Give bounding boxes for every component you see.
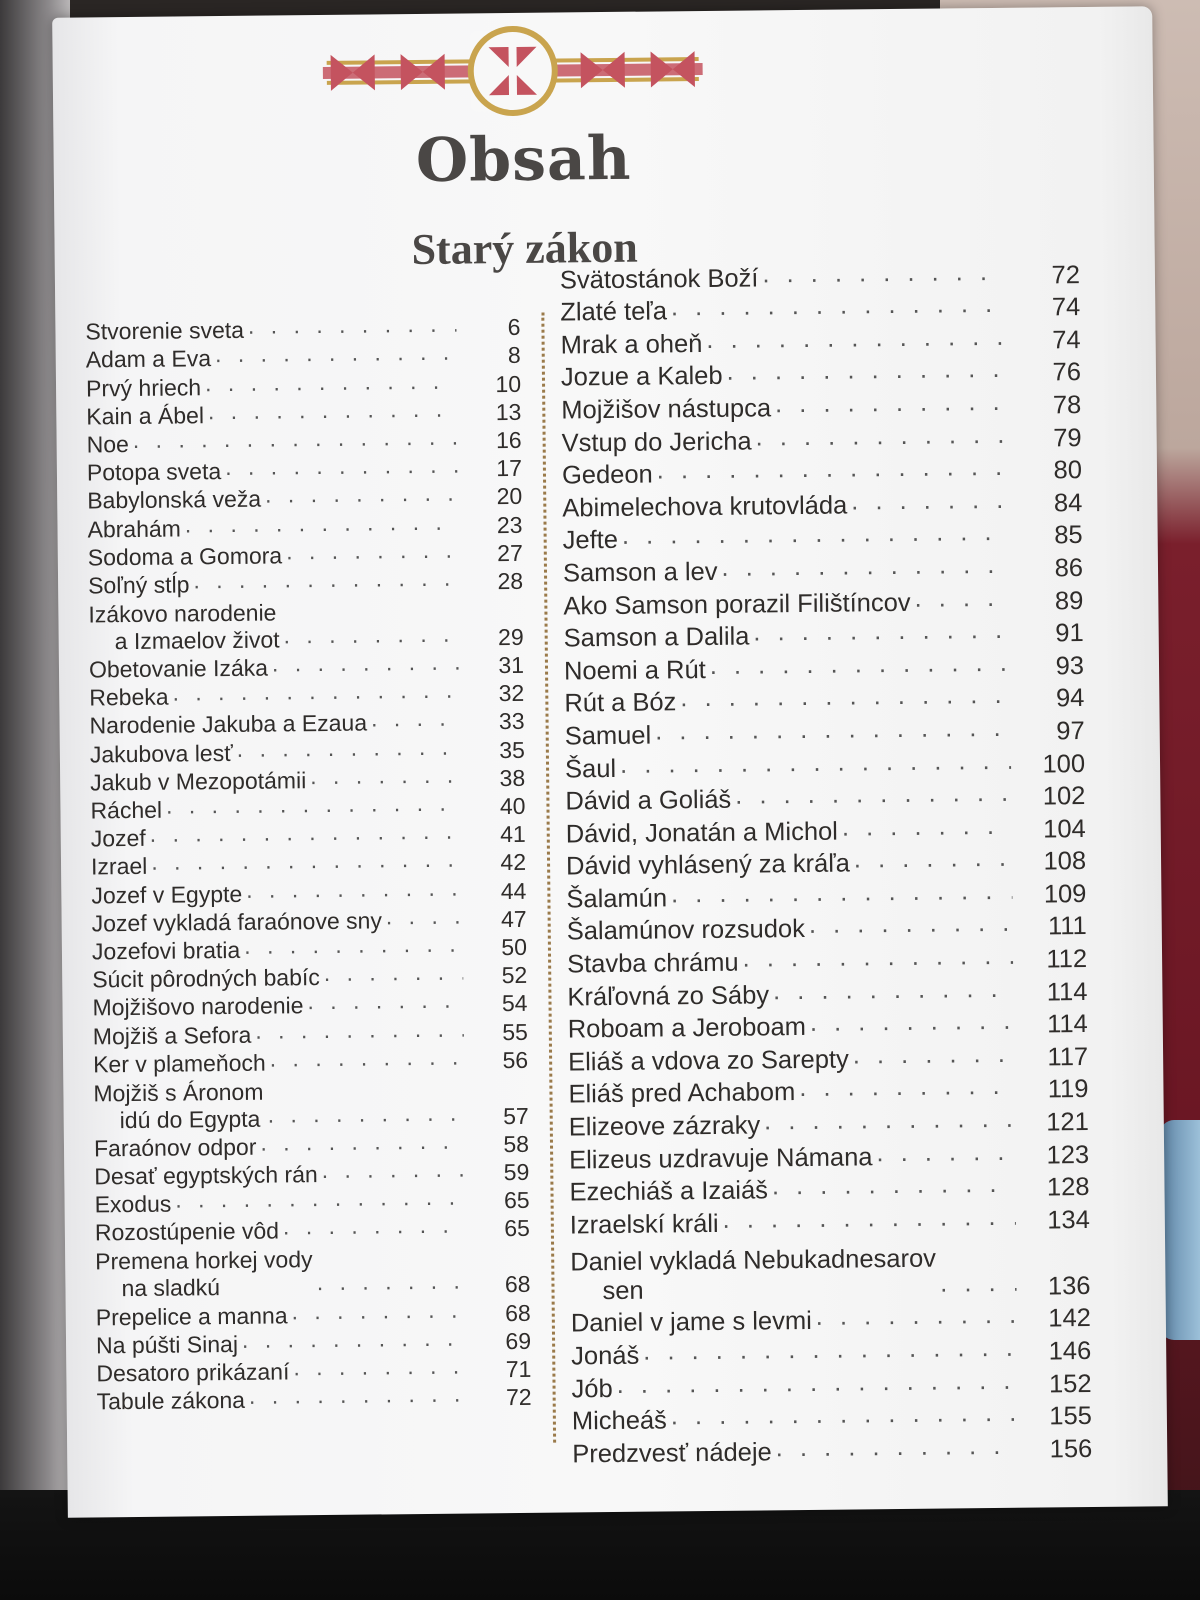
- ornament-arrow: [353, 54, 375, 90]
- toc-entry-title-wrap: [569, 1137, 1019, 1175]
- toc-entry-page-number: 65: [504, 1215, 531, 1242]
- toc-entry-page-number: 109: [1043, 879, 1087, 909]
- toc-entry-title-wrap: [93, 1043, 468, 1078]
- dot-leader: [324, 959, 464, 987]
- toc-entry-page-number: 54: [501, 990, 528, 1017]
- dot-leader: [246, 874, 462, 903]
- toc-entry-title: Eliáš pred Achabom: [568, 1078, 796, 1109]
- toc-entry-page-number: 13: [495, 398, 522, 425]
- toc-entry-title: Samuel: [564, 721, 652, 751]
- toc-entry-title-wrap: [562, 486, 1012, 524]
- toc-entry-title: Súcit pôrodných babíc: [92, 964, 320, 993]
- dot-leader: [208, 395, 458, 425]
- dot-leader: [851, 486, 1008, 517]
- dot-leader: [249, 1381, 468, 1410]
- toc-entry-title: Obetovanie Izáka: [88, 654, 269, 683]
- toc-entry-page-number: 41: [500, 821, 526, 848]
- toc-entry-page-number: 6: [507, 314, 521, 341]
- toc-entry-page-number: 97: [1056, 716, 1085, 746]
- toc-entry-title-wrap: [571, 1301, 1021, 1339]
- toc-entry-page-number: 108: [1043, 847, 1087, 876]
- toc-entry: [93, 1074, 529, 1135]
- toc-entry-page-number: 8: [507, 342, 521, 369]
- page-title: Obsah: [415, 123, 632, 196]
- dot-leader: [876, 1137, 1015, 1167]
- toc-entry-page-number: 68: [505, 1299, 531, 1326]
- ornament-arrow: [673, 51, 695, 87]
- toc-entry-title-wrap: [563, 583, 1013, 621]
- toc-entry-title-wrap: [560, 290, 1010, 328]
- toc-entry-title: Adam a Eva: [85, 345, 212, 373]
- toc-entry-page-number: 68: [504, 1271, 531, 1298]
- toc-entry-title-wrap: [567, 974, 1017, 1012]
- toc-entry-title-wrap: [563, 551, 1013, 589]
- dot-leader: [307, 987, 463, 1016]
- toc-entry-title-wrap: [569, 1170, 1019, 1208]
- toc-entry-page-number: 76: [1052, 358, 1082, 387]
- toc-entry-page-number: 27: [497, 539, 523, 566]
- dot-leader: [755, 420, 1007, 452]
- toc-entry-title: Jozef: [90, 825, 146, 852]
- toc-entry-title-wrap: [572, 1432, 1022, 1470]
- dot-leader: [671, 877, 1013, 910]
- toc-entry: [572, 1431, 1092, 1469]
- toc-entry-title-wrap: [88, 597, 464, 655]
- toc-entry-title-continuation: idú do Egypta: [119, 1105, 261, 1133]
- toc-entry-title-wrap: [568, 1040, 1018, 1078]
- toc-entry-page-number: 50: [501, 933, 528, 961]
- toc-entry-title: Samson a lev: [562, 557, 718, 588]
- dot-leader: [293, 1353, 467, 1382]
- toc-entry-title: Elizeove zázraky: [568, 1111, 761, 1142]
- toc-entry-title: Mojžišov nástupca: [561, 394, 772, 425]
- toc-entry-title: Stavba chrámu: [566, 948, 739, 979]
- toc-entry-page-number: 40: [499, 792, 526, 820]
- toc-entry-title-wrap: [95, 1245, 471, 1303]
- dot-leader: [620, 746, 1011, 779]
- toc-entry: [93, 1045, 528, 1078]
- toc-entry-title: Rebeka: [89, 683, 169, 711]
- toc-entry-page-number: 152: [1048, 1369, 1092, 1399]
- toc-entry-page-number: 47: [500, 905, 527, 932]
- toc-entry-title: Daniel v jame s levmi: [570, 1307, 812, 1338]
- toc-entry-page-number: 114: [1046, 977, 1088, 1007]
- dot-leader: [671, 1399, 1018, 1432]
- dot-leader: [215, 339, 457, 369]
- toc-entry-page-number: 89: [1054, 586, 1084, 615]
- toc-entry-title-line: Izákovo narodenie: [88, 599, 277, 628]
- dot-leader: [317, 1268, 467, 1297]
- toc-entry-title-wrap: [568, 1007, 1018, 1045]
- dot-leader: [914, 583, 1009, 613]
- toc-entry-title: Dávid a Goliáš: [565, 785, 732, 816]
- toc-left-column: [85, 313, 531, 1416]
- dot-leader: [193, 564, 459, 594]
- toc-entry-page-number: 57: [502, 1102, 529, 1129]
- toc-entry-title: Ker v plameňoch: [92, 1049, 266, 1078]
- dot-leader: [842, 811, 1012, 842]
- toc-entry-title: Jefte: [562, 526, 619, 555]
- dot-leader: [762, 257, 1006, 289]
- toc-entry-page-number: 32: [498, 680, 525, 707]
- toc-entry-title: [95, 1247, 313, 1303]
- toc-entry-title-wrap: [562, 518, 1012, 556]
- toc-entry-page-number: 112: [1046, 945, 1088, 974]
- toc-entry-title-wrap: [571, 1366, 1021, 1404]
- toc-entry-title: Tabule zákona: [96, 1387, 246, 1415]
- toc-entry-page-number: 136: [1047, 1271, 1091, 1301]
- dot-leader: [735, 779, 1011, 811]
- toc-entry-page-number: 91: [1055, 619, 1084, 648]
- toc-entry-title: Jób: [571, 1374, 613, 1404]
- toc-entry-title: Dávid vyhlásený za kráľa: [565, 849, 851, 881]
- dot-leader: [773, 974, 1014, 1006]
- toc-entry-title: [88, 599, 279, 655]
- dot-leader: [775, 388, 1008, 419]
- toc-entry-page-number: 65: [503, 1187, 530, 1214]
- toc-entry: [570, 1202, 1090, 1240]
- toc-entry-page-number: 59: [503, 1158, 530, 1186]
- toc-entry-title: Jozue a Kaleb: [560, 362, 723, 392]
- toc-entry-title-line: Daniel vykladá Nebukadnesarov: [570, 1244, 937, 1277]
- toc-entry-title-wrap: [572, 1399, 1022, 1437]
- toc-entry-page-number: 42: [500, 849, 527, 876]
- ornament-arrow: [581, 52, 603, 88]
- toc-entry-title: Micheáš: [571, 1406, 667, 1436]
- toc-entry-title: Stvorenie sveta: [85, 316, 245, 345]
- toc-entry-title: Desať egyptských rán: [94, 1161, 318, 1190]
- toc-entry-page-number: 74: [1052, 325, 1081, 355]
- toc-entry-page-number: 72: [505, 1384, 532, 1411]
- toc-entry-title: Jozef v Egypte: [91, 880, 243, 909]
- toc-entry-title: Jakub v Mezopotámii: [90, 766, 307, 796]
- toc-entry-page-number: 72: [1051, 260, 1081, 289]
- dot-leader: [940, 1269, 1017, 1299]
- dot-leader: [655, 714, 1011, 747]
- toc-entry-title-wrap: [561, 355, 1011, 393]
- dot-leader: [248, 311, 457, 340]
- toc-entry-title: Kráľovná zo Sáby: [567, 981, 770, 1012]
- toc-entry-title: [570, 1244, 936, 1306]
- dot-leader: [268, 1099, 465, 1128]
- toc-entry-title: Samson a Dalila: [563, 622, 750, 653]
- toc-entry-page-number: 111: [1047, 912, 1087, 941]
- toc-entry-title: Mojžiš a Sefora: [92, 1021, 252, 1049]
- toc-entry-title: Exodus: [94, 1190, 172, 1218]
- dot-leader: [809, 909, 1013, 940]
- cross-ornament-icon: [322, 19, 703, 123]
- toc-entry-title: Gedeon: [561, 460, 653, 490]
- dot-leader: [150, 818, 462, 848]
- toc-entry-page-number: 123: [1046, 1140, 1090, 1170]
- toc-entry: [95, 1214, 530, 1247]
- toc-entry-page-number: 128: [1046, 1173, 1090, 1202]
- toc-entry-page-number: 29: [497, 623, 524, 651]
- toc-entry-page-number: 121: [1046, 1108, 1089, 1137]
- toc-entry-title: Na púšti Sinaj: [95, 1330, 239, 1359]
- dot-leader: [764, 1105, 1015, 1137]
- toc-entry-title-wrap: [570, 1244, 1021, 1307]
- dot-leader: [322, 1156, 466, 1185]
- toc-entry-title-wrap: [93, 1076, 469, 1134]
- toc-entry-page-number: 10: [495, 370, 522, 397]
- dot-leader: [255, 1015, 464, 1044]
- dot-leader: [853, 1040, 1015, 1071]
- toc-entry-title: Mrak a oheň: [560, 329, 703, 360]
- dot-leader: [680, 681, 1010, 713]
- toc-entry-title: Desatoro prikázaní: [96, 1358, 290, 1387]
- dot-leader: [270, 1043, 465, 1072]
- toc-entry-title-wrap: [565, 714, 1015, 752]
- toc-entry-title: Dávid, Jonatán a Michol: [565, 817, 839, 849]
- toc-entry-title-wrap: [565, 746, 1015, 784]
- toc-entry-page-number: 155: [1049, 1402, 1093, 1431]
- toc-entry: [570, 1235, 1091, 1306]
- toc-entry-title-continuation: sen: [602, 1276, 644, 1305]
- toc-entry-title: Izrael: [90, 853, 148, 880]
- toc-entry-page-number: 20: [496, 483, 523, 510]
- dot-leader: [272, 649, 460, 678]
- dot-leader: [671, 290, 1007, 323]
- toc-entry-title-wrap: [96, 1381, 471, 1416]
- toc-entry-title: Izraelskí králi: [569, 1209, 719, 1240]
- dot-leader: [185, 508, 459, 538]
- toc-entry-title: Potopa sveta: [86, 458, 222, 486]
- toc-entry-title-wrap: [565, 779, 1015, 817]
- toc-entry-page-number: 69: [505, 1327, 532, 1354]
- dot-leader: [622, 518, 1009, 551]
- ornament-arrow: [423, 54, 445, 90]
- dot-leader: [772, 1170, 1016, 1202]
- toc-entry-title: Svätostánok Boží: [559, 264, 759, 295]
- dot-leader: [776, 1432, 1019, 1464]
- dot-leader: [291, 1296, 466, 1325]
- toc-entry-page-number: 86: [1054, 553, 1084, 583]
- toc-entry-title-continuation: a Izmaelov život: [114, 626, 280, 655]
- dot-leader: [816, 1301, 1017, 1332]
- toc-entry-page-number: 58: [503, 1130, 530, 1158]
- toc-entry-page-number: 56: [502, 1046, 529, 1073]
- dot-leader: [753, 616, 1010, 648]
- ornament-arrow: [331, 55, 353, 91]
- book-page: [52, 6, 1168, 1517]
- dot-leader: [225, 452, 458, 481]
- toc-entry-page-number: 85: [1054, 521, 1083, 550]
- toc-entry-page-number: 28: [497, 567, 524, 595]
- toc-right-column: [560, 257, 1093, 1469]
- dot-leader: [244, 930, 463, 959]
- toc-entry-title-wrap: [560, 257, 1010, 295]
- toc-entry-title: Jakubova lesť: [89, 739, 233, 768]
- dot-leader: [237, 733, 461, 762]
- toc-entry-title: Sodoma a Gomora: [87, 542, 283, 571]
- toc-entry-title-wrap: [88, 564, 463, 599]
- dot-leader: [151, 846, 462, 876]
- toc-entry-title-wrap: [560, 323, 1010, 361]
- dot-leader: [657, 453, 1009, 486]
- column-divider: [541, 313, 556, 1443]
- dot-leader: [371, 705, 461, 733]
- toc-entry-page-number: 79: [1053, 423, 1082, 452]
- toc-entry-title-wrap: [567, 909, 1017, 947]
- dot-leader: [742, 942, 1013, 974]
- toc-entry-title: Narodenie Jakuba a Ezaua: [89, 709, 368, 739]
- dot-leader: [242, 1324, 467, 1353]
- dot-leader: [133, 424, 458, 454]
- toc-entry-title-wrap: [567, 942, 1017, 980]
- toc-entry-page-number: 17: [496, 455, 523, 482]
- dot-leader: [283, 1212, 466, 1241]
- toc-entry-page-number: 52: [501, 962, 528, 989]
- toc-entry-page-number: 146: [1048, 1336, 1092, 1366]
- section-heading: Starý zákon: [411, 222, 638, 275]
- toc-entry-title-wrap: [568, 1072, 1018, 1110]
- dot-leader: [260, 1127, 465, 1156]
- toc-entry-title: Ráchel: [90, 796, 163, 824]
- toc-entry-page-number: 31: [498, 651, 525, 679]
- dot-leader: [854, 844, 1012, 875]
- toc-entry-title: Noe: [86, 430, 129, 458]
- toc-entry-title: Abrahám: [87, 514, 181, 542]
- background-object: [1160, 1120, 1200, 1340]
- dot-leader: [386, 902, 463, 930]
- toc-entry-page-number: 78: [1052, 391, 1082, 420]
- ornament-arrow: [603, 52, 625, 88]
- toc-entry-title: Predzvesť nádeje: [572, 1438, 772, 1469]
- toc-entry-title-line: Mojžiš s Áronom: [93, 1078, 264, 1107]
- toc-entry-page-number: 55: [502, 1018, 528, 1045]
- toc-entry-title-wrap: [561, 388, 1011, 426]
- toc-entry-title: Rút a Bóz: [564, 688, 677, 718]
- toc-entry-page-number: 119: [1047, 1075, 1089, 1104]
- toc-entry-title: Prvý hriech: [85, 373, 202, 402]
- dot-leader: [616, 1366, 1017, 1399]
- toc-entry-title: Šaul: [564, 754, 617, 783]
- toc-entry: [97, 1383, 532, 1416]
- dot-leader: [283, 620, 459, 649]
- dot-leader: [175, 1184, 466, 1214]
- toc-entry: [95, 1242, 531, 1303]
- toc-entry-page-number: 23: [496, 511, 523, 538]
- toc-entry-title-wrap: [95, 1212, 470, 1247]
- dot-leader: [706, 323, 1007, 355]
- toc-entry-title: Mojžišovo narodenie: [92, 992, 304, 1021]
- toc-entry-title-wrap: [570, 1203, 1020, 1241]
- toc-entry-title-continuation: na sladkú: [121, 1274, 221, 1302]
- toc-entry-page-number: 114: [1046, 1010, 1088, 1039]
- toc-entry-page-number: 74: [1051, 293, 1081, 322]
- toc-entry-title: Ezechiáš a Izaiáš: [569, 1176, 769, 1207]
- toc-entry-title: Elizeus uzdravuje Námana: [569, 1142, 873, 1175]
- toc-entry-page-number: 38: [499, 764, 526, 791]
- dot-leader: [726, 355, 1007, 387]
- toc-entry-title: Jozefovi bratia: [91, 936, 241, 965]
- dot-leader: [799, 1072, 1014, 1103]
- ornament-arrow: [651, 51, 673, 87]
- toc-entry-page-number: 142: [1048, 1304, 1091, 1333]
- dot-leader: [166, 790, 462, 820]
- toc-entry-title: Jonáš: [571, 1341, 640, 1371]
- dot-leader: [710, 649, 1011, 681]
- toc-entry-page-number: 93: [1055, 651, 1085, 681]
- toc-entry-title-wrap: [566, 844, 1016, 882]
- toc-entry-page-number: 117: [1047, 1042, 1089, 1072]
- dot-leader: [265, 480, 458, 509]
- toc-entry-title: Babylonská veža: [87, 485, 262, 514]
- toc-entry-title: Roboam a Jeroboam: [567, 1013, 807, 1044]
- toc-entry: [88, 567, 523, 600]
- toc-entry-title-wrap: [566, 811, 1016, 849]
- toc-entry-title: Kain a Ábel: [86, 401, 205, 430]
- dot-leader: [721, 551, 1009, 583]
- toc-entry-page-number: 134: [1047, 1205, 1090, 1235]
- toc-entry-page-number: 44: [500, 877, 527, 904]
- toc-entry-title-wrap: [569, 1105, 1019, 1143]
- toc-entry-title: Šalamún: [566, 884, 668, 914]
- toc-entry-title: Noemi a Rút: [563, 655, 706, 686]
- toc-entry-title-line: Premena horkej vody: [95, 1246, 313, 1275]
- toc-entry-title: Ako Samson porazil Filištíncov: [563, 588, 911, 621]
- dot-leader: [172, 677, 460, 707]
- toc-entry-title-wrap: [566, 877, 1016, 915]
- toc-entry-page-number: 94: [1055, 684, 1085, 713]
- toc-entry-title: Abimelechova krutovláda: [562, 491, 848, 523]
- dot-leader: [643, 1334, 1017, 1367]
- toc-entry-title-wrap: [562, 453, 1012, 491]
- toc-entry-page-number: 100: [1042, 749, 1086, 778]
- ornament-arrow: [401, 54, 423, 90]
- toc-entry-page-number: 80: [1053, 456, 1083, 485]
- toc-entry-title: Vstup do Jericha: [561, 427, 752, 458]
- toc-entry: [88, 595, 524, 656]
- toc-entry-page-number: 35: [499, 736, 526, 763]
- toc-entry-page-number: 156: [1049, 1434, 1093, 1464]
- toc-entry-title-wrap: [564, 681, 1014, 719]
- toc-entry-title: Jozef vykladá faraónove sny: [91, 907, 382, 937]
- dot-leader: [722, 1203, 1016, 1235]
- toc-entry-title: Prepelice a manna: [95, 1302, 288, 1331]
- toc-entry-title-wrap: [564, 648, 1014, 686]
- toc-entry-title: Soľný stĺp: [87, 571, 190, 599]
- toc-entry-page-number: 102: [1042, 782, 1086, 811]
- toc-entry-title: Eliáš a vdova zo Sarepty: [567, 1045, 849, 1077]
- dot-leader: [310, 761, 461, 790]
- toc-entry-page-number: 84: [1053, 488, 1083, 518]
- toc-entry-title-wrap: [564, 616, 1014, 654]
- toc-entry-title: Šalamúnov rozsudok: [566, 915, 806, 946]
- toc-entry-page-number: 33: [498, 708, 525, 735]
- dot-leader: [286, 536, 459, 565]
- dot-leader: [205, 367, 457, 397]
- toc-entry-page-number: 71: [505, 1355, 532, 1383]
- toc-entry-page-number: 16: [495, 426, 522, 454]
- toc-entry-page-number: 104: [1043, 814, 1086, 844]
- toc-entry-title-wrap: [571, 1334, 1021, 1372]
- toc-entry-title: Rozostúpenie vôd: [94, 1217, 280, 1246]
- dot-leader: [810, 1007, 1014, 1038]
- toc-entry-title: Zlaté teľa: [560, 297, 668, 327]
- toc-entry-title: [93, 1078, 264, 1134]
- toc-entry-title-wrap: [561, 420, 1011, 458]
- toc-entry-title: Faraónov odpor: [93, 1133, 257, 1162]
